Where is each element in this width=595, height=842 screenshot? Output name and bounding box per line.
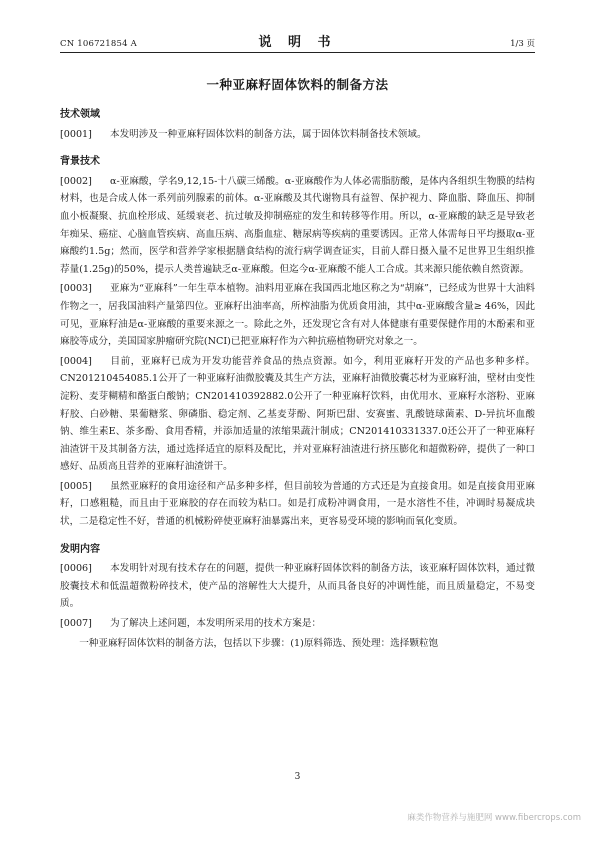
paragraph-text: 一种亚麻籽固体饮料的制备方法，包括以下步骤：(1)原料筛选、预处理：选择颗粒饱 — [79, 637, 439, 649]
paragraph-number: [0003] — [60, 283, 92, 295]
page-number: 3 — [294, 772, 301, 782]
paragraph-number: [0002] — [60, 175, 92, 187]
paragraph-text: 虽然亚麻籽的食用途径和产品多种多样，但目前较为普通的方式还是为直接食用。如是直接食用亚麻籽，口感粗糙，而且由于亚麻胶的存在而较为粘口。如是打成粉冲调食用，一是水溶性不佳，冲调时易凝成块状，二是稳定性不好，普通的机械粉碎使亚麻籽油暴露出来，更容易受环境的影响而氧化变质。 — [60, 480, 535, 528]
paragraph-number: [0004] — [60, 355, 92, 367]
paragraph — [60, 126, 535, 144]
paragraph — [60, 173, 535, 279]
page-info: 1/3 页 — [510, 39, 535, 49]
section-heading-background: 背景技术 — [60, 156, 100, 168]
document-type: 说 明 书 — [258, 35, 337, 50]
watermark: 麻类作物营养与施肥网 www.fibercrops.com — [407, 813, 581, 823]
document-title: 一种亚麻籽固体饮料的制备方法 — [206, 77, 389, 92]
page-header — [60, 30, 535, 53]
section-heading-technical-field: 技术领域 — [60, 109, 100, 120]
paragraph-number: [0007] — [60, 618, 92, 630]
paragraph-number: [0006] — [60, 563, 92, 575]
paragraph-text: 本发明针对现有技术存在的问题，提供一种亚麻籽固体饮料的制备方法，该亚麻籽固体饮料，通过微胶囊技术和低温超微粉碎技术，使产品的溶解性大大提升，从而具备良好的冲调性能，而且质量稳定，不易变质。 — [60, 563, 535, 610]
paragraph-text: 亚麻为“亚麻科”一年生草本植物。油料用亚麻在我国西北地区称之为“胡麻”，已经成为世界十大油料作物之一，居我国油料产量第四位。亚麻籽出油率高，所榨油脂为优质食用油，其中α-亚麻酸含量≥ 46%，因此可见，亚麻籽油是α-亚麻酸的重要来源之一。除此之外，还发现它含有对人体健康有重要保健作用的木酚素和亚麻胶等成分，美国国家肿瘤研究院(NCI)已把亚麻籽作为六种抗癌植物研究对象之一。 — [60, 283, 535, 348]
document-body — [60, 106, 535, 654]
paragraph-text: 本发明涉及一种亚麻籽固体饮料的制备方法，属于固体饮料制备技术领域。 — [110, 128, 427, 140]
paragraph — [60, 478, 535, 531]
paragraph-continuation — [60, 635, 535, 653]
paragraph-number: [0005] — [60, 480, 92, 492]
paragraph-text: α-亚麻酸，学名9,12,15-十八碳三烯酸。α-亚麻酸作为人体必需脂肪酸，是体内各组织生物膜的结构材料，也是合成人体一系列前列腺素的前体。α-亚麻酸及其代谢物具有益智、保护视力、降血脂、降血压、抑制血小板凝聚、抗血栓形成、延缓衰老、抗过敏及抑制癌症的发生和转移等作用。所以，α-亚麻酸的缺乏是导致老年痴呆、癌症、心脑血管疾病、高血压病、高脂血症、糖尿病等疾病的重要诱因。正常人体需每日平均摄取α-亚麻酸约1.5g；然而，医学和营养学家根据膳食结构的流行病学调查证实，目前人群日摄入量不足世界卫生组织推荐量(1.25g)的50%，提示人类普遍缺乏α-亚麻酸。但迄今α-亚麻酸不能人工合成。其来源只能依赖自然资源。 — [60, 175, 535, 275]
paragraph — [60, 560, 535, 613]
paragraph — [60, 280, 535, 350]
section-heading-summary: 发明内容 — [60, 543, 100, 555]
paragraph — [60, 353, 535, 476]
paragraph-text: 为了解决上述问题，本发明所采用的技术方案是： — [110, 618, 322, 630]
paragraph — [60, 615, 535, 633]
paragraph-number: [0001] — [60, 128, 92, 140]
publication-number: CN 106721854 A — [60, 39, 137, 49]
paragraph-text: 目前，亚麻籽已成为开发功能营养食品的热点资源。如今，利用亚麻籽开发的产品也多种多样。CN201210454085.1公开了一种亚麻籽油微胶囊及其生产方法，亚麻籽油微胶囊芯材为亚麻籽油，壁材由变性淀粉、麦芽糊精和酪蛋白酸钠；CN201410392882.0公开了一种亚麻籽饮料，由优用水、亚麻籽水溶粉、亚麻籽胶、白砂糖、果葡糖浆、卵磷脂、稳定剂、乙基麦芽酚、阿斯巴甜、安赛蜜、乳酸链球菌素、D-异抗坏血酸钠、维生素E、茶多酚、食用香精，并添加适量的浓缩果蔬汁制成；CN201410331337.0还公开了一种亚麻籽油渣饼干及其制备方法，通过选择适宜的原料及配比，并对亚麻籽油渣进行挤压膨化和超微粉碎，提供了一种口感好、品质高且营养的亚麻籽油渣饼干。 — [60, 355, 535, 473]
